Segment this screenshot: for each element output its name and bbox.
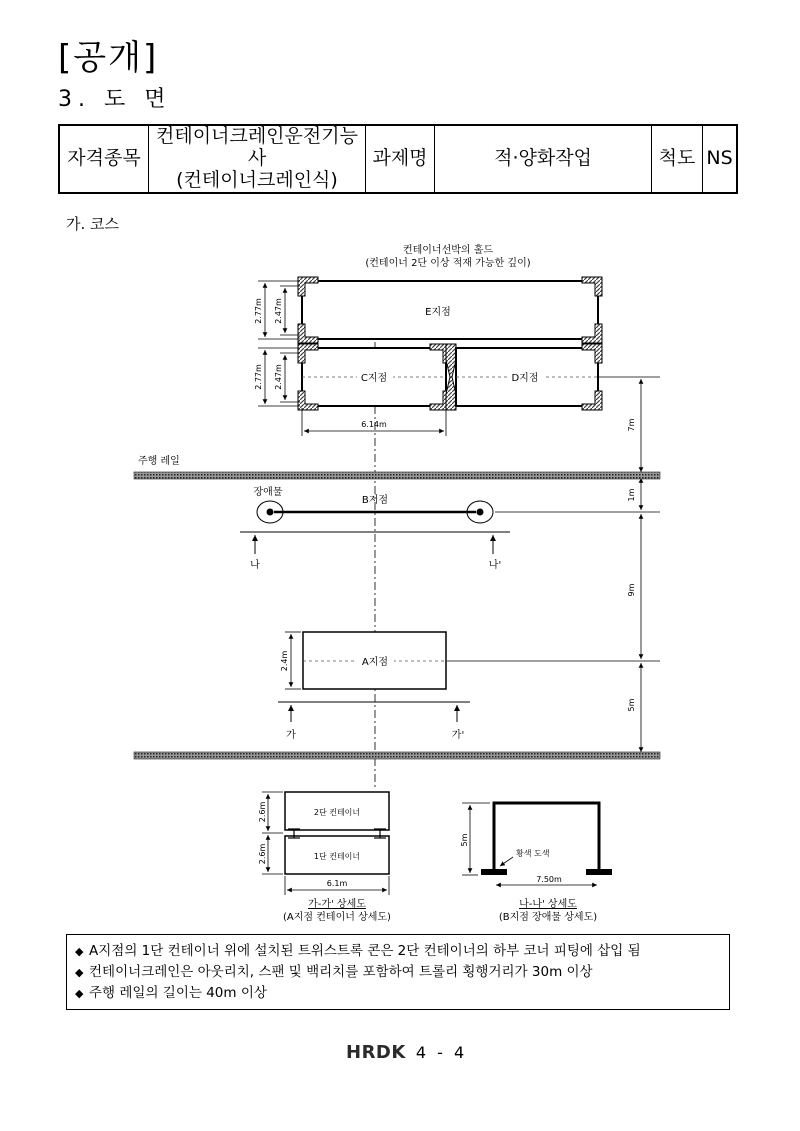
hrdk-logo: HRDK	[346, 1042, 406, 1063]
travel-rail-upper	[134, 472, 660, 479]
detail-b-dim-height: 5m	[460, 833, 469, 847]
point-a-label: A지점	[361, 657, 389, 668]
scale-value: NS	[703, 125, 738, 193]
cell-guide-divider	[446, 344, 456, 410]
obstacle-label: 장애물	[253, 487, 283, 498]
section-title: 3. 도 면	[58, 87, 172, 112]
scale-label: 척도	[652, 125, 703, 193]
detail-a-dim-width: 6.1m	[326, 879, 348, 888]
footer	[346, 1042, 467, 1063]
public-label: [공개]	[58, 38, 159, 78]
detail-a-title: 가-가' 상세도	[308, 899, 366, 910]
container-c	[298, 344, 450, 410]
detail-b-caption: (B지점 장애물 상세도)	[498, 912, 598, 923]
ga-left-label: 가	[286, 730, 296, 741]
detail-a	[258, 792, 391, 923]
rail-label: 주행 레일	[138, 456, 180, 467]
dim-9m: 9m	[627, 583, 636, 597]
diamond-bullet-icon: ◆	[75, 966, 84, 979]
course-diagram	[0, 230, 800, 930]
dim-614: 6.14m	[361, 420, 387, 429]
section-subheading: 가. 코스	[66, 215, 120, 233]
container-e	[298, 277, 602, 343]
point-b-label: B지점	[361, 495, 389, 506]
na-right-label: 나'	[488, 560, 502, 571]
note-item: ◆ 컨테이너크레인은 아웃리치, 스팬 및 백리치를 포함하여 트롤리 횡행거리가 30m 이상	[75, 962, 729, 983]
task-label: 과제명	[366, 125, 435, 193]
detail-a-caption: (A지점 컨테이너 상세도)	[283, 912, 391, 923]
detail-b-dim-width: 7.50m	[536, 875, 562, 884]
dim-247-top: 2.47m	[274, 298, 283, 324]
detail-a-upper-box: 2단 컨테이너	[313, 808, 361, 817]
container-d	[456, 344, 660, 410]
detail-b-title: 나-나' 상세도	[519, 899, 577, 910]
container-a	[303, 632, 446, 689]
dim-1m: 1m	[627, 488, 636, 502]
ga-right-label: 가'	[451, 730, 465, 741]
info-table	[58, 124, 738, 194]
na-left-label: 나	[250, 560, 260, 571]
travel-rail-lower	[134, 752, 660, 759]
diamond-bullet-icon: ◆	[75, 945, 84, 958]
detail-a-dim-lower: 2.6m	[258, 843, 267, 865]
note-item: ◆ 주행 레일의 길이는 40m 이상	[75, 983, 729, 1004]
detail-b-color-note: 황색 도색	[516, 849, 550, 858]
dim-277-bottom: 2.77m	[254, 364, 263, 390]
detail-a-dim-upper: 2.6m	[258, 801, 267, 823]
dim-277-top: 2.77m	[254, 298, 263, 324]
diamond-bullet-icon: ◆	[75, 987, 84, 1000]
dim-5m: 5m	[627, 698, 636, 712]
qual-value	[149, 125, 366, 193]
point-d-label: D지점	[511, 373, 539, 384]
section-arrows-ga	[278, 702, 470, 722]
qual-label: 자격종목	[59, 125, 149, 193]
detail-b	[460, 803, 612, 923]
dim-7m: 7m	[627, 418, 636, 432]
hold-title-line2: (컨테이너 2단 이상 적재 가능한 깊이)	[365, 258, 531, 269]
notes-box	[66, 934, 730, 1010]
page-number: 4 - 4	[415, 1043, 468, 1062]
right-dimensions	[447, 379, 660, 752]
note-item: ◆ A지점의 1단 컨테이너 위에 설치된 트위스트록 콘은 2단 컨테이너의 하부 코너 피팅에 삽입 됨	[75, 941, 729, 962]
detail-a-lower-box: 1단 컨테이너	[313, 852, 361, 861]
qual-value-line2: (컨테이너크레인식)	[176, 168, 338, 191]
task-value: 적·양화작업	[435, 125, 652, 193]
point-e-label: E지점	[425, 307, 451, 318]
point-c-label: C지점	[360, 373, 388, 384]
qual-value-line1: 컨테이너크레인운전기능사	[156, 125, 358, 169]
dim-247-bottom: 2.47m	[274, 364, 283, 390]
hold-title-line1: 컨테이너선박의 홀드	[402, 245, 494, 256]
dim-24m: 2.4m	[280, 650, 289, 672]
